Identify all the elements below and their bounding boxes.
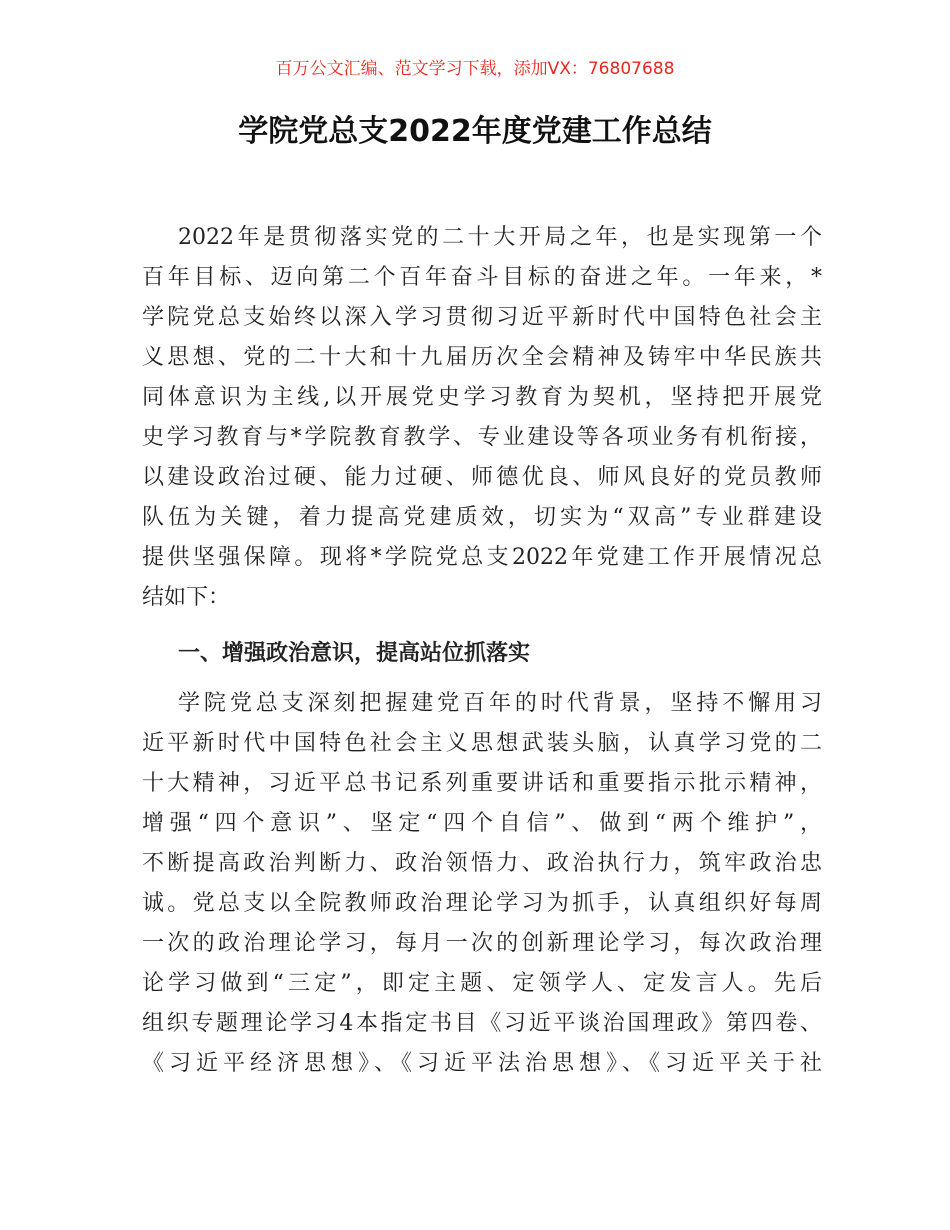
paragraph-line: 义思想、党的二十大和十九届历次全会精神及铸牢中华民族共 bbox=[142, 345, 822, 370]
paragraph-line: 《习近平经济思想》、《习近平法治思想》、《习近平关于社 bbox=[142, 1051, 822, 1076]
paragraph-line: 以建设政治过硬、能力过硬、师德优良、师风良好的党员教师 bbox=[142, 465, 822, 490]
section-heading-block bbox=[142, 634, 822, 674]
paragraph-line: 2022年是贯彻落实党的二十大开局之年，也是实现第一个 bbox=[178, 225, 822, 250]
paragraph-line: 学院党总支深刻把握建党百年的时代背景，坚持不懈用习 bbox=[178, 691, 822, 716]
paragraph-line: 组织专题理论学习4本指定书目《习近平谈治国理政》第四卷、 bbox=[142, 1011, 822, 1036]
paragraph-line: 论学习做到“三定”，即定主题、定领学人、定发言人。先后 bbox=[142, 971, 822, 996]
paragraph-line: 结如下： bbox=[142, 585, 231, 610]
paragraph-line: 学院党总支始终以深入学习贯彻习近平新时代中国特色社会主 bbox=[142, 305, 822, 330]
paragraph-line: 诚。党总支以全院教师政治理论学习为抓手，认真组织好每周 bbox=[142, 891, 822, 916]
paragraph-line: 增强“四个意识”、坚定“四个自信”、做到“两个维护”， bbox=[142, 811, 822, 836]
document-title: 学院党总支2022年度党建工作总结 bbox=[238, 114, 712, 149]
paragraph-line: 史学习教育与*学院教育教学、专业建设等各项业务有机衔接， bbox=[142, 425, 822, 450]
promo-banner: 百万公文汇编、范文学习下载，添加VX：76807688 bbox=[275, 59, 675, 79]
paragraph-line: 不断提高政治判断力、政治领悟力、政治执行力，筑牢政治忠 bbox=[142, 851, 822, 876]
paragraph-line: 一次的政治理论学习，每月一次的创新理论学习，每次政治理 bbox=[142, 931, 822, 956]
paragraph-line: 十大精神，习近平总书记系列重要讲话和重要指示批示精神， bbox=[142, 771, 822, 796]
paragraph-line: 近平新时代中国特色社会主义思想武装头脑，认真学习党的二 bbox=[142, 731, 822, 756]
paragraph-line: 队伍为关键，着力提高党建质效，切实为“双高”专业群建设 bbox=[142, 505, 822, 530]
paragraph-line: 提供坚强保障。现将*学院党总支2022年党建工作开展情况总 bbox=[142, 545, 822, 570]
section1-paragraph bbox=[142, 684, 822, 1084]
intro-paragraph bbox=[142, 218, 822, 618]
paragraph-line: 百年目标、迈向第二个百年奋斗目标的奋进之年。一年来，* bbox=[142, 265, 822, 290]
section-heading: 一、增强政治意识，提高站位抓落实 bbox=[178, 641, 531, 666]
paragraph-line: 同体意识为主线,以开展党史学习教育为契机，坚持把开展党 bbox=[142, 385, 822, 410]
